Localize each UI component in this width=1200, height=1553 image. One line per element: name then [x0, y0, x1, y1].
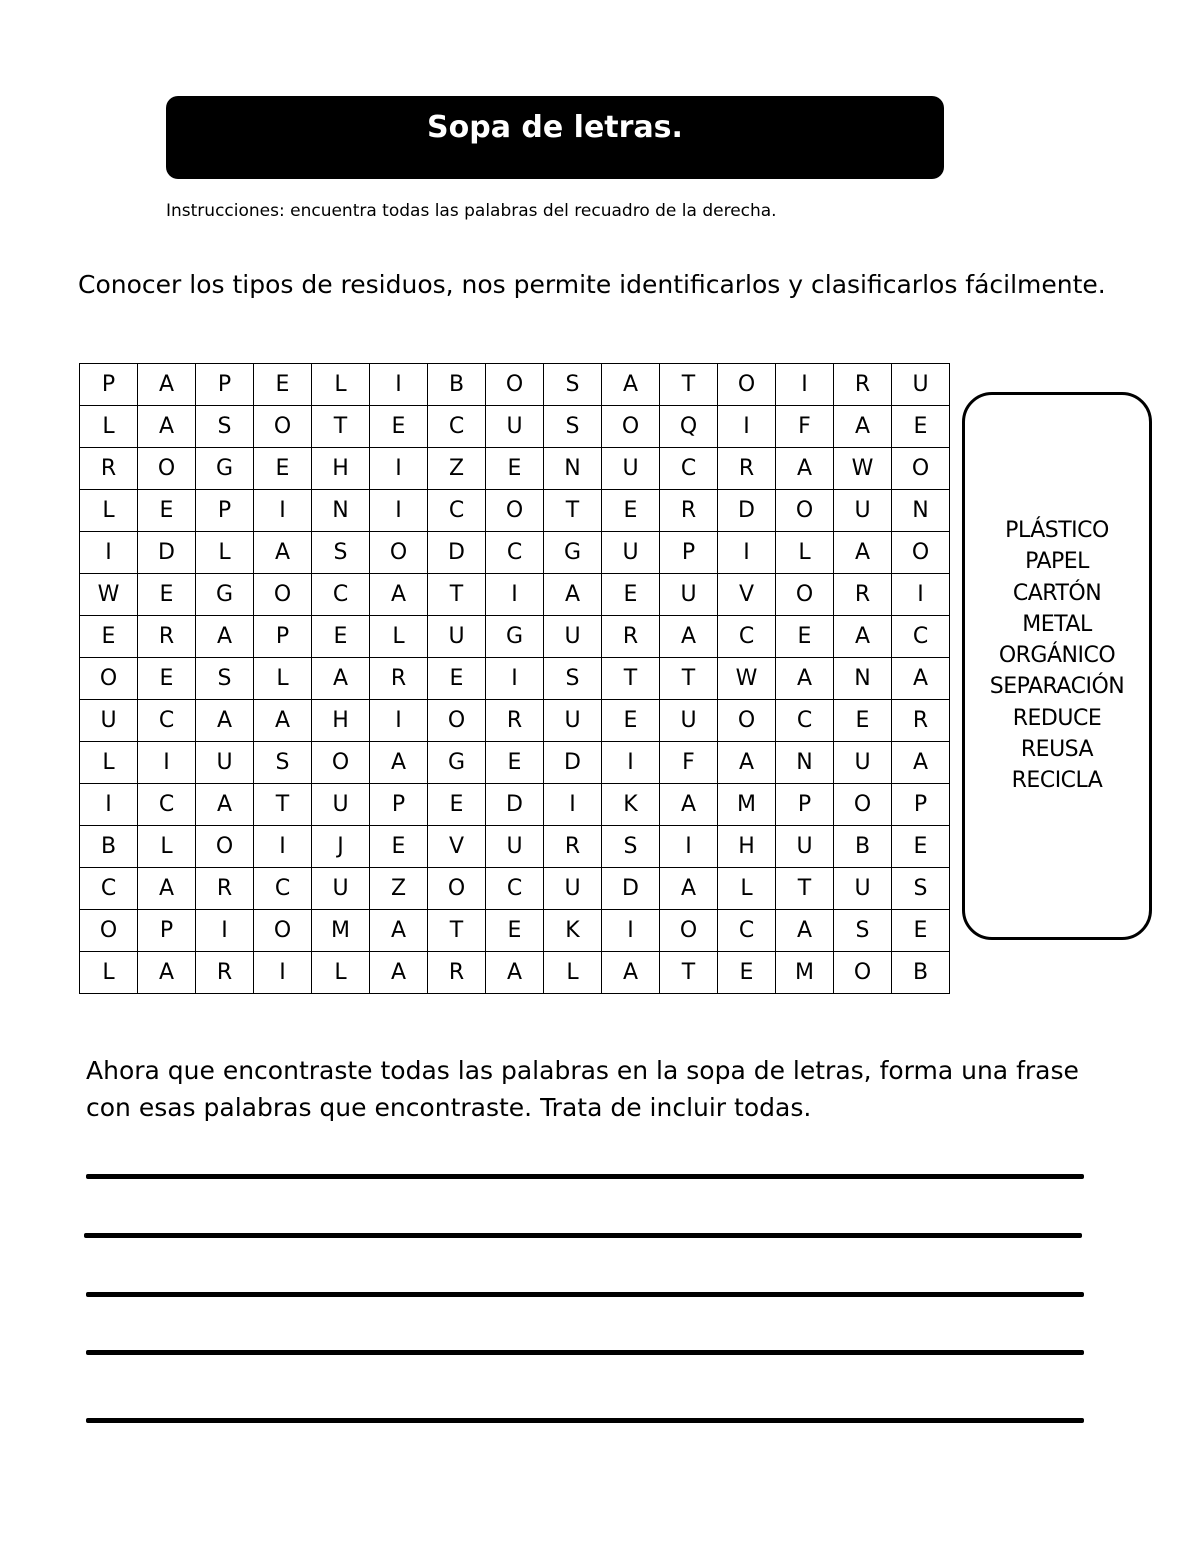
grid-cell[interactable]: O — [602, 406, 660, 448]
grid-cell[interactable]: R — [718, 448, 776, 490]
grid-cell[interactable]: O — [428, 868, 486, 910]
grid-row — [80, 574, 950, 616]
grid-cell[interactable]: A — [312, 658, 370, 700]
grid-cell[interactable]: T — [660, 952, 718, 994]
word-list-item: SEPARACIÓN — [989, 674, 1125, 700]
grid-cell[interactable]: U — [196, 742, 254, 784]
grid-cell[interactable]: L — [196, 532, 254, 574]
grid-cell[interactable]: C — [138, 700, 196, 742]
grid-cell[interactable]: E — [80, 616, 138, 658]
grid-cell[interactable]: O — [138, 448, 196, 490]
grid-cell[interactable]: O — [370, 532, 428, 574]
grid-cell[interactable]: C — [428, 490, 486, 532]
grid-cell[interactable]: T — [428, 574, 486, 616]
grid-cell[interactable]: C — [718, 616, 776, 658]
grid-cell[interactable]: E — [892, 826, 950, 868]
grid-cell[interactable]: S — [544, 364, 602, 406]
grid-cell[interactable]: T — [544, 490, 602, 532]
grid-cell[interactable]: A — [776, 448, 834, 490]
word-list-item: ORGÁNICO — [998, 643, 1116, 669]
grid-cell[interactable]: L — [80, 406, 138, 448]
grid-cell[interactable]: G — [486, 616, 544, 658]
grid-cell[interactable]: K — [602, 784, 660, 826]
grid-cell[interactable]: O — [892, 448, 950, 490]
grid-cell[interactable]: E — [254, 364, 312, 406]
grid-cell[interactable]: L — [312, 952, 370, 994]
grid-cell[interactable]: T — [660, 364, 718, 406]
grid-cell[interactable]: N — [834, 658, 892, 700]
grid-cell[interactable]: O — [196, 826, 254, 868]
grid-cell[interactable]: P — [196, 490, 254, 532]
grid-cell[interactable]: O — [486, 490, 544, 532]
grid-cell[interactable]: E — [892, 910, 950, 952]
word-search-grid — [79, 363, 950, 994]
grid-cell[interactable]: L — [138, 826, 196, 868]
grid-cell[interactable]: E — [776, 616, 834, 658]
grid-cell[interactable]: C — [660, 448, 718, 490]
grid-cell[interactable]: P — [80, 364, 138, 406]
grid-cell[interactable]: T — [312, 406, 370, 448]
grid-cell[interactable]: I — [370, 364, 428, 406]
grid-cell[interactable]: G — [196, 574, 254, 616]
grid-cell[interactable]: U — [834, 868, 892, 910]
grid-cell[interactable]: P — [660, 532, 718, 574]
grid-cell[interactable]: W — [834, 448, 892, 490]
grid-cell[interactable]: G — [196, 448, 254, 490]
grid-cell[interactable]: Z — [370, 868, 428, 910]
grid-cell[interactable]: F — [660, 742, 718, 784]
answer-line[interactable] — [86, 1418, 1084, 1423]
grid-cell[interactable]: I — [602, 742, 660, 784]
word-list-item: CARTÓN — [1012, 580, 1102, 606]
grid-cell[interactable]: O — [312, 742, 370, 784]
grid-cell[interactable]: A — [892, 742, 950, 784]
grid-cell[interactable]: I — [660, 826, 718, 868]
grid-cell[interactable]: O — [486, 364, 544, 406]
word-list-item: REDUCE — [1012, 705, 1102, 731]
grid-cell[interactable]: I — [254, 490, 312, 532]
grid-cell[interactable]: P — [138, 910, 196, 952]
grid-cell[interactable]: C — [776, 700, 834, 742]
grid-cell[interactable]: E — [486, 910, 544, 952]
grid-cell[interactable]: S — [544, 658, 602, 700]
grid-cell[interactable]: I — [138, 742, 196, 784]
grid-cell[interactable]: I — [718, 532, 776, 574]
grid-cell[interactable]: U — [312, 868, 370, 910]
grid-cell[interactable]: C — [718, 910, 776, 952]
grid-cell[interactable]: O — [718, 364, 776, 406]
grid-cell[interactable]: A — [776, 910, 834, 952]
answer-line[interactable] — [86, 1350, 1084, 1355]
grid-cell[interactable]: V — [718, 574, 776, 616]
grid-cell[interactable]: E — [138, 574, 196, 616]
grid-cell[interactable]: R — [602, 616, 660, 658]
grid-cell[interactable]: O — [254, 574, 312, 616]
grid-cell[interactable]: E — [486, 448, 544, 490]
grid-cell[interactable]: I — [370, 448, 428, 490]
grid-cell[interactable]: P — [254, 616, 312, 658]
grid-cell[interactable]: A — [892, 658, 950, 700]
grid-cell[interactable]: I — [370, 700, 428, 742]
grid-cell[interactable]: T — [776, 868, 834, 910]
grid-cell[interactable]: O — [892, 532, 950, 574]
grid-cell[interactable]: U — [312, 784, 370, 826]
grid-cell[interactable]: N — [892, 490, 950, 532]
grid-cell[interactable]: E — [370, 826, 428, 868]
grid-cell[interactable]: H — [312, 700, 370, 742]
exercise-prompt: Ahora que encontraste todas las palabras en la sopa de letras, forma una frase con esas palabras que encontraste. Trata de incluir todas. — [86, 1056, 1079, 1122]
grid-cell[interactable]: O — [80, 658, 138, 700]
grid-cell[interactable]: A — [138, 406, 196, 448]
grid-cell[interactable]: U — [602, 532, 660, 574]
grid-cell[interactable]: O — [718, 700, 776, 742]
grid-cell[interactable]: T — [602, 658, 660, 700]
grid-cell[interactable]: P — [892, 784, 950, 826]
grid-cell[interactable]: R — [428, 952, 486, 994]
grid-cell[interactable]: I — [776, 364, 834, 406]
grid-cell[interactable]: E — [486, 742, 544, 784]
grid-cell[interactable]: A — [660, 616, 718, 658]
grid-cell[interactable]: T — [428, 910, 486, 952]
grid-cell[interactable]: E — [138, 490, 196, 532]
grid-cell[interactable]: W — [718, 658, 776, 700]
grid-cell[interactable]: E — [602, 490, 660, 532]
grid-cell[interactable]: G — [428, 742, 486, 784]
grid-cell[interactable]: R — [80, 448, 138, 490]
grid-cell[interactable]: R — [834, 574, 892, 616]
grid-cell[interactable]: I — [718, 406, 776, 448]
word-list-item: RECICLA — [1011, 768, 1103, 794]
grid-cell[interactable]: L — [718, 868, 776, 910]
grid-row — [80, 826, 950, 868]
grid-cell[interactable]: U — [544, 616, 602, 658]
grid-cell[interactable]: C — [138, 784, 196, 826]
grid-cell[interactable]: A — [602, 364, 660, 406]
grid-cell[interactable]: U — [660, 574, 718, 616]
grid-cell[interactable]: P — [776, 784, 834, 826]
grid-cell[interactable]: E — [370, 406, 428, 448]
grid-row — [80, 910, 950, 952]
grid-cell[interactable]: P — [196, 364, 254, 406]
grid-cell[interactable]: L — [80, 742, 138, 784]
grid-cell[interactable]: O — [80, 910, 138, 952]
grid-cell[interactable]: I — [80, 532, 138, 574]
grid-cell[interactable]: G — [544, 532, 602, 574]
grid-cell[interactable]: A — [196, 784, 254, 826]
grid-cell[interactable]: E — [834, 700, 892, 742]
grid-cell[interactable]: I — [486, 574, 544, 616]
grid-cell[interactable]: R — [660, 490, 718, 532]
grid-cell[interactable]: O — [834, 784, 892, 826]
grid-cell[interactable]: L — [254, 658, 312, 700]
grid-cell[interactable]: L — [370, 616, 428, 658]
grid-cell[interactable]: N — [312, 490, 370, 532]
grid-cell[interactable]: A — [370, 574, 428, 616]
grid-cell[interactable]: R — [370, 658, 428, 700]
grid-cell[interactable]: P — [370, 784, 428, 826]
grid-cell[interactable]: E — [602, 700, 660, 742]
grid-cell[interactable]: M — [718, 784, 776, 826]
word-list-item: PAPEL — [1025, 549, 1089, 575]
grid-cell[interactable]: C — [428, 406, 486, 448]
grid-cell[interactable]: N — [776, 742, 834, 784]
grid-cell[interactable]: S — [892, 868, 950, 910]
grid-cell[interactable]: R — [892, 700, 950, 742]
grid-cell[interactable]: A — [370, 742, 428, 784]
grid-cell[interactable]: I — [80, 784, 138, 826]
grid-cell[interactable]: A — [370, 910, 428, 952]
grid-cell[interactable]: A — [660, 868, 718, 910]
grid-cell[interactable]: C — [80, 868, 138, 910]
grid-cell[interactable]: I — [486, 658, 544, 700]
grid-cell[interactable]: A — [138, 868, 196, 910]
grid-cell[interactable]: A — [660, 784, 718, 826]
grid-cell[interactable]: E — [428, 784, 486, 826]
answer-line[interactable] — [86, 1292, 1084, 1297]
grid-cell[interactable]: C — [486, 532, 544, 574]
grid-cell[interactable]: R — [834, 364, 892, 406]
grid-row — [80, 616, 950, 658]
grid-cell[interactable]: L — [312, 364, 370, 406]
grid-cell[interactable]: D — [718, 490, 776, 532]
grid-cell[interactable]: I — [602, 910, 660, 952]
grid-cell[interactable]: U — [544, 868, 602, 910]
grid-cell[interactable]: S — [834, 910, 892, 952]
grid-cell[interactable]: A — [254, 700, 312, 742]
grid-cell[interactable]: A — [486, 952, 544, 994]
grid-cell[interactable]: L — [80, 952, 138, 994]
grid-cell[interactable]: K — [544, 910, 602, 952]
grid-row — [80, 490, 950, 532]
grid-cell[interactable]: O — [254, 406, 312, 448]
grid-cell[interactable]: H — [312, 448, 370, 490]
grid-row — [80, 406, 950, 448]
grid-cell[interactable]: D — [602, 868, 660, 910]
grid-cell[interactable]: B — [428, 364, 486, 406]
grid-cell[interactable]: T — [254, 784, 312, 826]
grid-cell[interactable]: R — [196, 952, 254, 994]
word-list-item: METAL — [1022, 611, 1092, 637]
grid-cell[interactable]: A — [834, 532, 892, 574]
grid-cell[interactable]: E — [602, 574, 660, 616]
grid-cell[interactable]: L — [80, 490, 138, 532]
grid-cell[interactable]: T — [660, 658, 718, 700]
grid-cell[interactable]: A — [196, 616, 254, 658]
grid-cell[interactable]: U — [892, 364, 950, 406]
grid-cell[interactable]: E — [138, 658, 196, 700]
grid-cell[interactable]: N — [544, 448, 602, 490]
grid-cell[interactable]: W — [80, 574, 138, 616]
word-list-item: PLÁSTICO — [1005, 518, 1109, 543]
grid-cell[interactable]: L — [544, 952, 602, 994]
grid-cell[interactable]: C — [892, 616, 950, 658]
grid-row — [80, 448, 950, 490]
grid-cell[interactable]: O — [776, 574, 834, 616]
grid-cell[interactable]: B — [892, 952, 950, 994]
grid-cell[interactable]: V — [428, 826, 486, 868]
grid-cell[interactable]: C — [486, 868, 544, 910]
grid-cell[interactable]: A — [254, 532, 312, 574]
grid-cell[interactable]: A — [138, 364, 196, 406]
grid-row — [80, 364, 950, 406]
grid-cell[interactable]: I — [892, 574, 950, 616]
grid-cell[interactable]: C — [312, 574, 370, 616]
grid-cell[interactable]: U — [544, 700, 602, 742]
grid-cell[interactable]: O — [776, 490, 834, 532]
word-list-item: REUSA — [1020, 737, 1094, 763]
grid-cell[interactable]: U — [834, 490, 892, 532]
grid-cell[interactable]: R — [486, 700, 544, 742]
grid-cell[interactable]: R — [138, 616, 196, 658]
word-list-box — [962, 392, 1152, 940]
grid-cell[interactable]: S — [196, 658, 254, 700]
grid-cell[interactable]: U — [428, 616, 486, 658]
grid-cell[interactable]: A — [718, 742, 776, 784]
grid-cell[interactable]: A — [544, 574, 602, 616]
grid-cell[interactable]: B — [80, 826, 138, 868]
grid-cell[interactable]: O — [254, 910, 312, 952]
grid-cell[interactable]: B — [834, 826, 892, 868]
grid-cell[interactable]: Q — [660, 406, 718, 448]
grid-row — [80, 742, 950, 784]
grid-cell[interactable]: S — [312, 532, 370, 574]
grid-cell[interactable]: A — [834, 406, 892, 448]
instructions-text: Instrucciones: encuentra todas las palabras del recuadro de la derecha. — [166, 201, 777, 221]
grid-cell[interactable]: A — [834, 616, 892, 658]
grid-cell[interactable]: E — [718, 952, 776, 994]
grid-cell[interactable]: Z — [428, 448, 486, 490]
grid-cell[interactable]: D — [138, 532, 196, 574]
grid-cell[interactable]: U — [486, 406, 544, 448]
grid-cell[interactable]: J — [312, 826, 370, 868]
grid-cell[interactable]: I — [254, 952, 312, 994]
grid-cell[interactable]: A — [196, 700, 254, 742]
grid-cell[interactable]: R — [544, 826, 602, 868]
grid-cell[interactable]: U — [776, 826, 834, 868]
grid-cell[interactable]: E — [312, 616, 370, 658]
page-title: Sopa de letras. — [427, 110, 683, 145]
grid-cell[interactable]: O — [834, 952, 892, 994]
grid-cell[interactable]: I — [196, 910, 254, 952]
grid-cell[interactable]: E — [428, 658, 486, 700]
grid-cell[interactable]: D — [428, 532, 486, 574]
grid-cell[interactable]: A — [370, 952, 428, 994]
title-banner — [166, 96, 944, 179]
grid-cell[interactable]: C — [254, 868, 312, 910]
grid-cell[interactable]: U — [834, 742, 892, 784]
grid-cell[interactable]: U — [660, 700, 718, 742]
grid-row — [80, 532, 950, 574]
grid-row — [80, 868, 950, 910]
grid-cell[interactable]: U — [602, 448, 660, 490]
grid-cell[interactable]: I — [544, 784, 602, 826]
grid-cell[interactable]: H — [718, 826, 776, 868]
grid-cell[interactable]: I — [254, 826, 312, 868]
word-list — [965, 515, 1149, 797]
grid-row — [80, 952, 950, 994]
grid-cell[interactable]: A — [776, 658, 834, 700]
grid-cell[interactable]: A — [138, 952, 196, 994]
grid-row — [80, 784, 950, 826]
grid-cell[interactable]: O — [660, 910, 718, 952]
answer-line[interactable] — [84, 1233, 1082, 1238]
grid-row — [80, 658, 950, 700]
grid-row — [80, 700, 950, 742]
intro-text: Conocer los tipos de residuos, nos permite identificarlos y clasificarlos fácilmente. — [78, 270, 1106, 299]
grid-cell[interactable]: I — [370, 490, 428, 532]
grid-cell[interactable]: M — [776, 952, 834, 994]
grid-cell[interactable]: S — [254, 742, 312, 784]
grid-cell[interactable]: R — [196, 868, 254, 910]
grid-cell[interactable]: L — [776, 532, 834, 574]
grid-cell[interactable]: O — [428, 700, 486, 742]
grid-cell[interactable]: U — [486, 826, 544, 868]
grid-cell[interactable]: A — [602, 952, 660, 994]
grid-cell[interactable]: S — [602, 826, 660, 868]
answer-line[interactable] — [86, 1174, 1084, 1179]
grid-cell[interactable]: S — [544, 406, 602, 448]
grid-cell[interactable]: U — [80, 700, 138, 742]
grid-cell[interactable]: F — [776, 406, 834, 448]
grid-cell[interactable]: E — [254, 448, 312, 490]
grid-cell[interactable]: E — [892, 406, 950, 448]
grid-cell[interactable]: M — [312, 910, 370, 952]
grid-cell[interactable]: S — [196, 406, 254, 448]
grid-cell[interactable]: D — [544, 742, 602, 784]
grid-cell[interactable]: D — [486, 784, 544, 826]
